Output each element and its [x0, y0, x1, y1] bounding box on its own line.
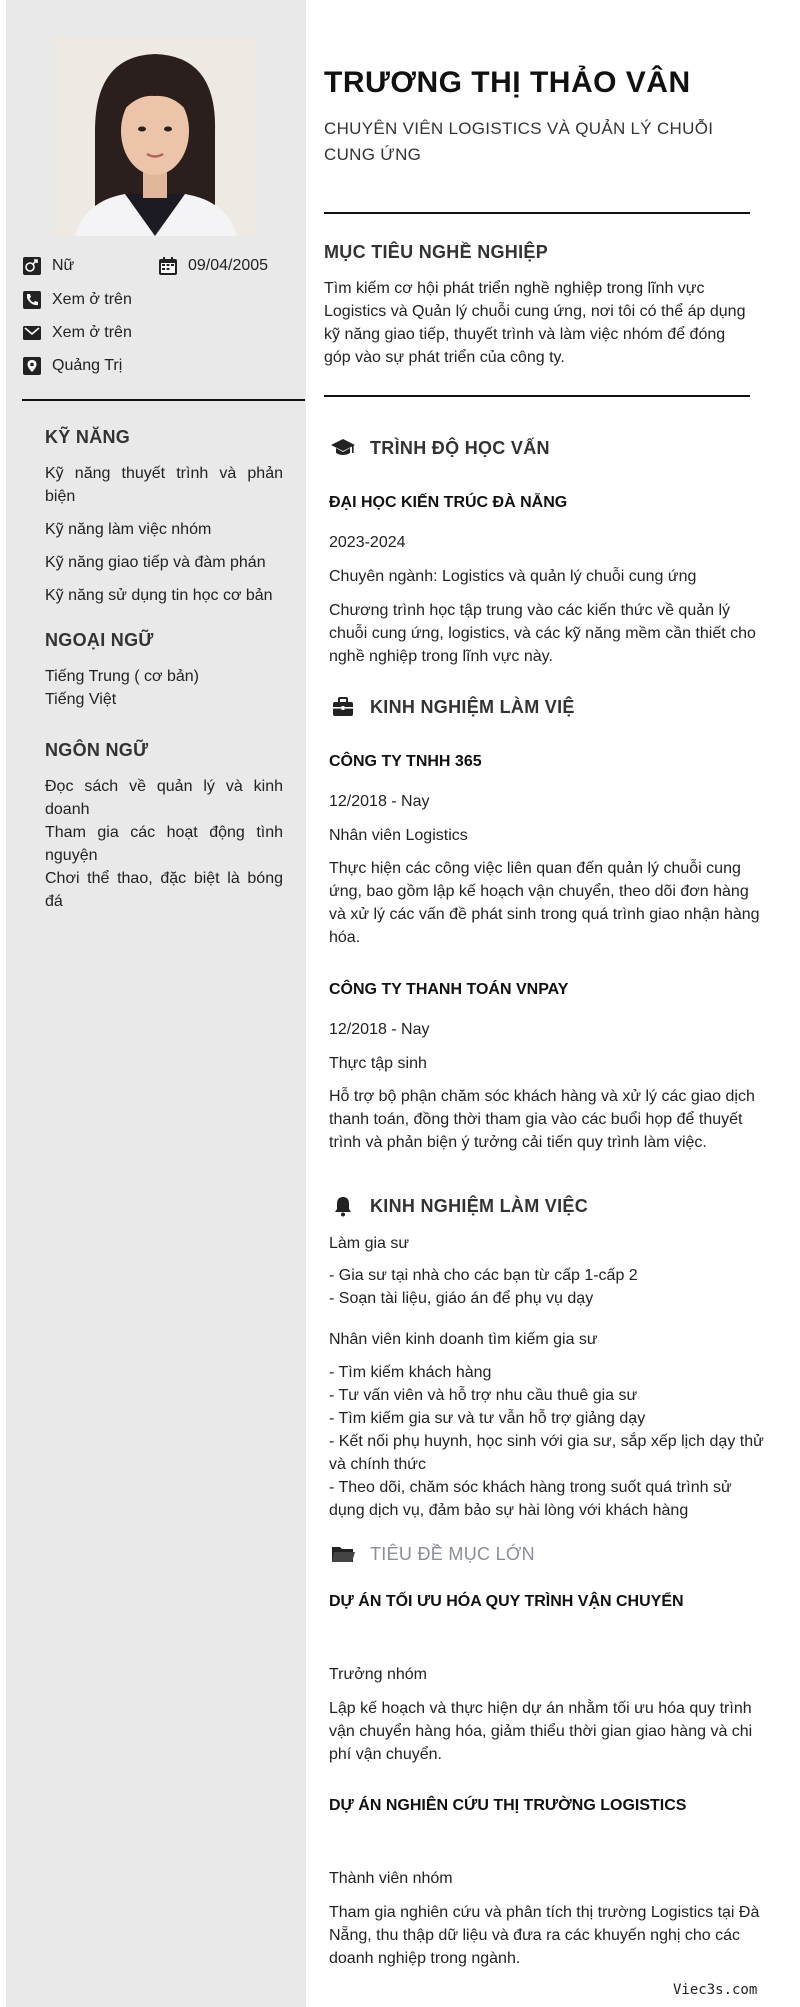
school-name: ĐẠI HỌC KIẾN TRÚC ĐÀ NẴNG	[329, 494, 568, 511]
projects-section-header	[330, 1541, 535, 1567]
tutor-line: - Soạn tài liệu, giáo án để phụ vụ dạy	[329, 1290, 594, 1307]
email-value: Xem ở trên	[52, 324, 132, 341]
phone-row	[22, 290, 132, 310]
portrait-image	[55, 36, 255, 236]
bell-icon	[330, 1193, 356, 1219]
education-period: 2023-2024	[329, 534, 406, 551]
languages-heading: NGOẠI NGỮ	[45, 630, 154, 650]
education-major: Chuyên ngành: Logistics và quản lý chuỗi cung ứng	[329, 568, 697, 585]
phone-value: Xem ở trên	[52, 291, 132, 308]
company-name: CÔNG TY TNHH 365	[329, 753, 482, 770]
job-description	[329, 1085, 769, 1154]
phone-icon	[22, 290, 42, 310]
skills-section	[45, 427, 283, 617]
hobby-item: Đọc sách về quản lý và kinh doanh	[45, 778, 283, 818]
graduation-cap-icon	[330, 435, 356, 461]
gender-value: Nữ	[52, 257, 75, 274]
tutor-block	[329, 1232, 769, 1255]
skills-heading: KỸ NĂNG	[45, 427, 131, 447]
job-role	[329, 824, 769, 847]
job-role-text: Nhân viên Logistics	[329, 827, 468, 844]
education-entry	[329, 494, 769, 512]
project-description-block	[329, 1697, 769, 1766]
objective-heading: MỤC TIÊU NGHỀ NGHIỆP	[324, 242, 549, 262]
gender-row	[22, 256, 74, 276]
project-description: Tham gia nghiên cứu và phân tích thị trường Logistics tại Đà Nẵng, thu thập dữ liệu và đưa ra các khuyến nghị cho các doanh nghiệp trong ngành.	[329, 1904, 760, 1967]
header-divider	[324, 212, 750, 214]
address-value: Quảng Trị	[52, 357, 123, 374]
sales-line: - Tìm kiếm khách hàng	[329, 1364, 492, 1381]
education-description-block	[329, 599, 769, 668]
tutor-lines	[329, 1264, 769, 1310]
languages-section	[45, 630, 283, 711]
objective-divider	[324, 395, 750, 397]
address-row	[22, 356, 122, 376]
experience2-section-header	[330, 1193, 588, 1219]
sidebar-divider	[22, 399, 305, 401]
project-role: Thành viên nhóm	[329, 1870, 453, 1887]
job-role-text: Thực tập sinh	[329, 1055, 427, 1072]
tutor-line: - Gia sư tại nhà cho các bạn từ cấp 1-cấp 2	[329, 1267, 638, 1284]
hobbies-heading: NGÔN NGỮ	[45, 740, 149, 760]
objective-text: Tìm kiếm cơ hội phát triển nghề nghiệp trong lĩnh vực Logistics và Quản lý chuỗi cung ứng, nơi tôi có thể áp dụng kỹ năng giao tiếp, thuyết trình và làm việc nhóm để đóng góp vào sự phát triển của công ty.	[324, 280, 746, 366]
project-description: Lập kế hoạch và thực hiện dự án nhằm tối ưu hóa quy trình vận chuyển hàng hóa, giảm thiểu thời gian giao hàng và chi phí vận chuyển.	[329, 1700, 753, 1763]
project-role-block	[329, 1663, 769, 1686]
job-period	[329, 790, 769, 813]
education-period-block	[329, 531, 769, 554]
calendar-icon	[158, 256, 178, 276]
project-description-block	[329, 1901, 769, 1970]
hobbies-section	[45, 740, 283, 913]
briefcase-icon	[330, 694, 356, 720]
job-description-text: Hỗ trợ bộ phận chăm sóc khách hàng và xử lý các giao dịch thanh toán, đồng thời tham gia vào các buổi họp để thuyết trình và phản biện ý tưởng cải tiến quy trình làm việc.	[329, 1088, 755, 1151]
job-description	[329, 857, 769, 949]
watermark: Viec3s.com	[673, 1982, 758, 1998]
hobby-item: Chơi thể thao, đặc biệt là bóng đá	[45, 870, 283, 910]
projects-heading: TIÊU ĐỀ MỤC LỚN	[370, 1543, 535, 1564]
project-role: Trưởng nhóm	[329, 1666, 427, 1683]
project-name: DỰ ÁN TỐI ƯU HÓA QUY TRÌNH VẬN CHUYỂN	[329, 1593, 684, 1610]
experience-section-header	[330, 694, 575, 720]
job-company	[329, 981, 769, 999]
education-description: Chương trình học tập trung vào các kiến thức về quản lý chuỗi cung ứng, logistics, và các kỹ năng mềm cần thiết cho nghề nghiệp trong lĩnh vực này.	[329, 602, 756, 665]
sales-block	[329, 1328, 769, 1351]
sales-line: - Tìm kiếm gia sư và tư vẫn hỗ trợ giảng dạy	[329, 1410, 646, 1427]
candidate-title: CHUYÊN VIÊN LOGISTICS VÀ QUẢN LÝ CHUỖI CUNG ỨNG	[324, 119, 714, 164]
hobby-item: Tham gia các hoạt động tình nguyện	[45, 824, 283, 864]
sales-line: - Tư vấn viên và hỗ trợ nhu cầu thuê gia sư	[329, 1387, 638, 1404]
company-name: CÔNG TY THANH TOÁN VNPAY	[329, 981, 569, 998]
folder-icon	[330, 1541, 356, 1567]
experience-heading: KINH NGHIỆM LÀM VIỆ	[370, 696, 575, 717]
job-period-text: 12/2018 - Nay	[329, 793, 430, 810]
education-section-header	[330, 435, 550, 461]
experience2-heading: KINH NGHIỆM LÀM VIỆC	[370, 1195, 589, 1216]
language-item: Tiếng Trung ( cơ bản)	[45, 668, 199, 685]
job-role	[329, 1052, 769, 1075]
candidate-name: TRƯƠNG THỊ THẢO VÂN	[324, 66, 691, 99]
skill-item: Kỹ năng thuyết trình và phản biện	[45, 465, 283, 505]
language-item: Tiếng Việt	[45, 691, 117, 708]
location-icon	[22, 356, 42, 376]
project-role-block	[329, 1867, 769, 1890]
birthdate-value: 09/04/2005	[188, 257, 269, 274]
sales-line: - Theo dõi, chăm sóc khách hàng trong suốt quá trình sử dụng dịch vụ, đảm bảo sự hài lòng với khách hàng	[329, 1479, 732, 1519]
profile-photo	[55, 36, 255, 236]
job-description-text: Thực hiện các công việc liên quan đến quản lý chuỗi cung ứng, bao gồm lập kế hoạch vận chuyển, theo dõi đơn hàng và xử lý các vấn đề phát sinh trong quá trình giao nhận hàng hóa.	[329, 860, 760, 946]
project-name-block	[329, 1797, 769, 1815]
project-name: DỰ ÁN NGHIÊN CỨU THỊ TRƯỜNG LOGISTICS	[329, 1797, 687, 1814]
job-company	[329, 753, 769, 771]
job-period-text: 12/2018 - Nay	[329, 1021, 430, 1038]
birthdate-row	[158, 256, 268, 276]
email-row	[22, 323, 132, 343]
skill-item: Kỹ năng giao tiếp và đàm phán	[45, 554, 266, 571]
skill-item: Kỹ năng sử dụng tin học cơ bản	[45, 587, 273, 604]
email-icon	[22, 323, 42, 343]
education-major-block	[329, 565, 769, 588]
tutor-title: Làm gia sư	[329, 1235, 410, 1252]
sales-line: - Kết nối phụ huynh, học sinh với gia sư, sắp xếp lịch dạy thử và chính thức	[329, 1433, 764, 1473]
project-name-block	[329, 1593, 769, 1611]
skill-item: Kỹ năng làm việc nhóm	[45, 521, 212, 538]
job-period	[329, 1018, 769, 1041]
gender-icon	[22, 256, 42, 276]
sales-lines	[329, 1361, 769, 1522]
sales-title: Nhân viên kinh doanh tìm kiếm gia sư	[329, 1331, 598, 1348]
education-heading: TRÌNH ĐỘ HỌC VẤN	[370, 437, 550, 458]
